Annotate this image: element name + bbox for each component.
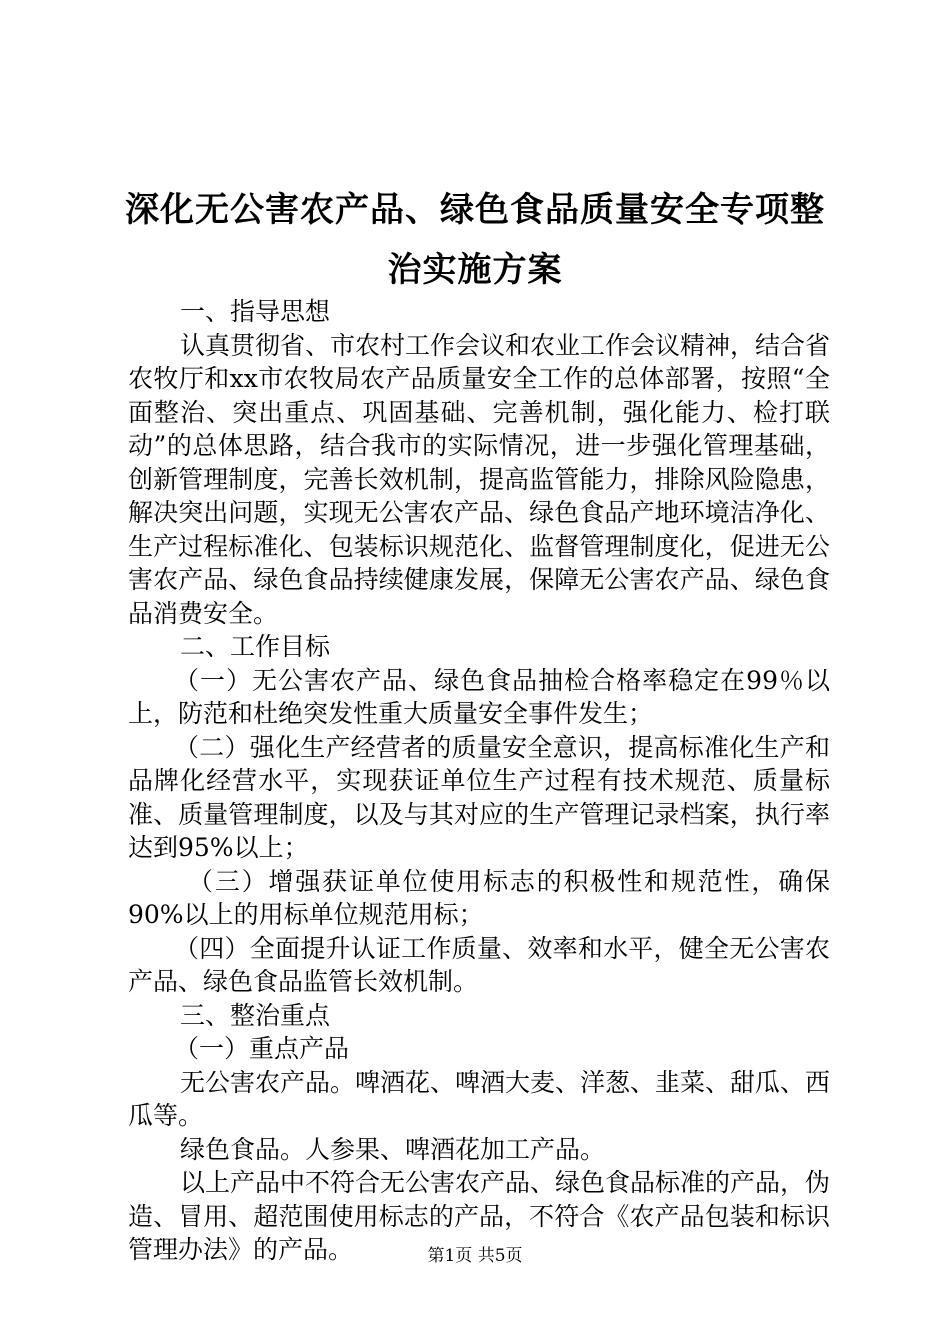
document-title [100, 180, 850, 300]
list-item: （四）全面提升认证工作质量、效率和水平，健全无公害农产品、绿色食品监管长效机制。 [128, 933, 830, 996]
list-item: （三）增强获证单位使用标志的积极性和规范性，确保90%以上的用标单位规范用标； [128, 866, 830, 929]
body-paragraph: 无公害农产品。啤酒花、啤酒大麦、洋葱、韭菜、甜瓜、西瓜等。 [128, 1067, 831, 1130]
section-heading: 二、工作目标 [180, 632, 331, 661]
page-footer: 第1页 共5页 [427, 1246, 523, 1266]
body-paragraph: 认真贯彻省、市农村工作会议和农业工作会议精神，结合省农牧厅和xx市农牧局农产品质量安全工作的总体部署，按照“全面整治、突出重点、巩固基础、完善机制，强化能力、检打联动”的总体思路，结合我市的实际情况，进一步强化管理基础，创新管理制度，完善长效机制，提高监管能力，排除风险隐患，解决突出问题，实现无公害农产品、绿色食品产地环境洁净化、生产过程标准化、包装标识规范化、监督管理制度化，促进无公害农产品、绿色食品持续健康发展，保障无公害农产品、绿色食品消费安全。 [128, 330, 831, 628]
title-line-2: 治实施方案 [387, 250, 563, 290]
list-item: （一）无公害农产品、绿色食品抽检合格率稳定在99％以上，防范和杜绝突发性重大质量安全事件发生； [128, 665, 830, 728]
body-paragraph: 以上产品中不符合无公害农产品、绿色食品标准的产品，伪造、冒用、超范围使用标志的产品，不符合《农产品包装和标识管理办法》的产品。 [128, 1168, 831, 1264]
subsection-heading: （一）重点产品 [174, 1034, 350, 1063]
title-line-1: 深化无公害农产品、绿色食品质量安全专项整 [125, 190, 825, 230]
body-paragraph: 绿色食品。人参果、啤酒花加工产品。 [180, 1134, 606, 1164]
list-item: （二）强化生产经营者的质量安全意识，提高标准化生产和品牌化经营水平，实现获证单位生产过程有技术规范、质量标准、质量管理制度，以及与其对应的生产管理记录档案，执行率达到95%以上； [128, 732, 830, 862]
section-heading: 三、整治重点 [180, 1000, 331, 1030]
section-heading: 一、指导思想 [180, 297, 331, 326]
document-body [128, 295, 830, 1267]
